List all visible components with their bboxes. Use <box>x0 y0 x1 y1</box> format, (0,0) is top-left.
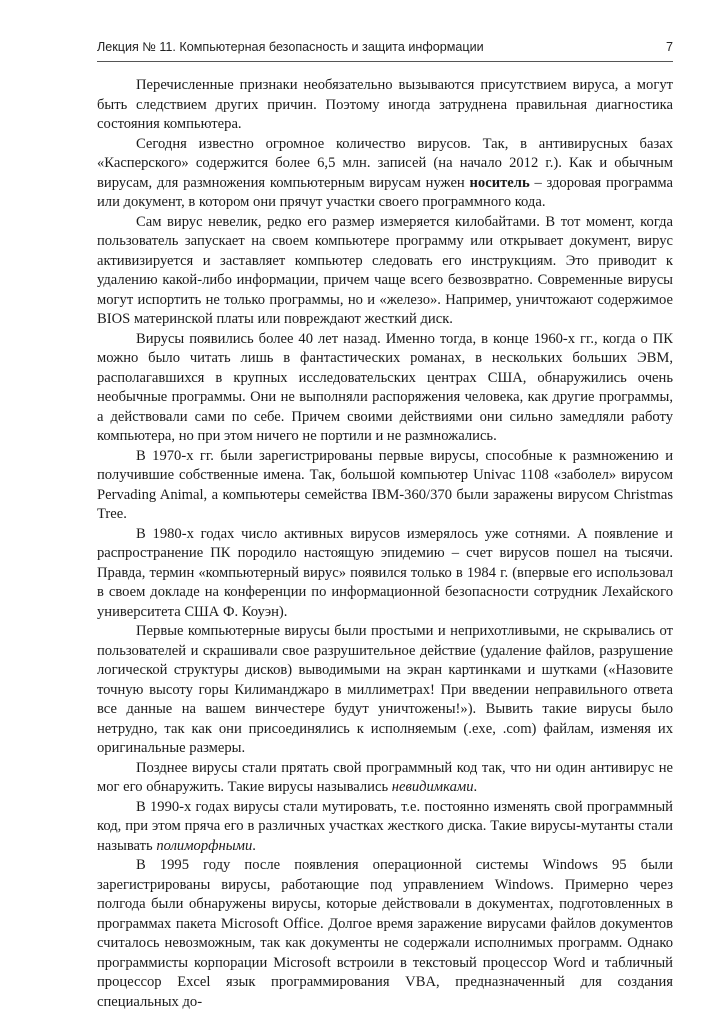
header-rule <box>97 61 673 62</box>
paragraph-1: Перечисленные признаки необязательно вызываются присутствием вируса, а могут быть следствием других причин. Поэтому иногда затруднена правильная диагностика состояния компьютера. <box>97 77 673 132</box>
header-title: Лекция № 11. Компьютерная безопасность и защита информации <box>97 40 484 54</box>
paragraph-10: В 1995 году после появления операционной системы Windows 95 были зарегистрированы вирусы, работающие под управлением Windows. Примерно через полгода были обнаружены вирусы, которые действовали в документах, подготовленных в программах пакета Microsoft Office. Долгое время заражение вирусами файлов документов считалось невозможным, так как документы не содержали исполнимых программ. Однако программисты корпорации Microsoft встроили в текстовый процессор Word и табличный процессор Excel язык программирования VBA, предназначенный для создания специальных до- <box>97 857 673 1010</box>
paragraph-9: В 1990-х годах вирусы стали мутировать, т.е. постоянно изменять свой программный код, при этом пряча его в различных участках жесткого диска. Такие вирусы-мутанты стали называть полиморфными. <box>97 798 673 854</box>
paragraph-5: В 1970-х гг. были зарегистрированы первые вирусы, способные к размножению и получившие собственные имена. Так, большой компьютер Univac 1108 «заболел» вирусом Pervading Animal, а компьютеры семейства IBM-360/370 были заражены вирусом Christmas Tree. <box>97 447 673 522</box>
paragraph-6: В 1980-х годах число активных вирусов измерялось уже сотнями. А появление и распространение ПК породило настоящую эпидемию – счет вирусов пошел на тысячи. Правда, термин «компьютерный вирус» появился только в 1984 г. (впервые его использовал в своем докладе на конференции по информационной безопасности сотрудник Лехайского университета США Ф. Коуэн). <box>97 525 673 620</box>
paragraph-8: Позднее вирусы стали прятать свой программный код так, что ни один антивирус не мог его обнаружить. Такие вирусы назывались невидимками. <box>97 759 673 795</box>
paragraph-4: Вирусы появились более 40 лет назад. Именно тогда, в конце 1960-х гг., когда о ПК можно было читать лишь в фантастических романах, в нескольких больших ЭВМ, располагавшихся в крупных исследовательских центрах США, обнаружились очень необычные программы. Они не выполняли распоряжения человека, как другие программы, а действовали сами по себе. Причем своими действиями они сильно замедляли работу компьютера, но при этом ничего не портили и не размножались. <box>97 330 673 444</box>
term-polimorfnye: полиморфными <box>156 837 253 854</box>
page-number: 7 <box>665 40 673 54</box>
running-header <box>97 40 673 54</box>
paragraph-2: Сегодня известно огромное количество вирусов. Так, в антивирусных базах «Касперского» содержится более 6,5 млн. записей (на начало 2012 г.). Как и обычным вирусам, для размножения компьютерным вирусам нужен носитель – здоровая программа или документ, в котором они прячут участки своего программного кода. <box>97 135 673 210</box>
term-nositel: носитель <box>469 174 530 191</box>
paragraph-7: Первые компьютерные вирусы были простыми и неприхотливыми, не скрывались от пользователей и скрашивали свое разрушительное действие (удаление файлов, разрушение логической структуры дисков) выводимыми на экран картинками и шутками («Назовите точную высоту горы Килиманджаро в миллиметрах! При введении неправильного ответа все данные на вашем винчестере будут уничтожены!»). Вывить такие вирусы было нетрудно, так как они присоединялись к исполняемым (.exe, .com) файлам, изменяя их оригинальные размеры. <box>97 623 673 756</box>
paragraph-3: Сам вирус невелик, редко его размер измеряется килобайтами. В тот момент, когда пользователь запускает на своем компьютере программу или открывает документ, вирус активизируется и заставляет компьютер следовать его инструкциям. Это приводит к удалению какой-либо информации, причем чаще всего безвозвратно. Современные вирусы могут испортить не только программы, но и «железо». Например, уничтожают содержимое BIOS материнской платы или повреждают жесткий диск. <box>97 213 673 327</box>
term-nevidimki: невидимками <box>391 779 474 795</box>
body-text <box>97 76 673 1012</box>
